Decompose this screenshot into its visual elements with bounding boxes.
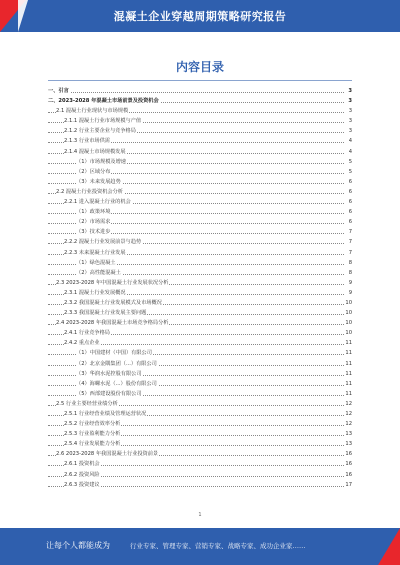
toc-entry-label: （2）北京金隅集团（...）有限公司 [76,360,157,367]
toc-entry-page: 5 [348,167,352,177]
footer-red-accent [378,528,400,565]
toc-entry-page: 3 [347,86,352,96]
toc-entry[interactable] [48,429,352,439]
toc-entry-page: 11 [344,379,352,389]
toc-entry[interactable] [48,126,352,136]
toc-entry-label: 2.5.4 行业发展能力分析 [64,441,121,448]
footer-tagline: 行业专家、管理专家、营销专家、战略专家、成功企业家…… [130,542,306,550]
toc-entry-label: 2.1.3 行业市场供需 [64,138,110,145]
toc-entry[interactable] [48,389,352,399]
toc-entry-label: 2.1.4 混凝土市场规模发展 [64,148,126,155]
toc-entry-label: （3）技术进步 [76,229,111,236]
toc-entry-label: （1）市场规模及增速 [76,158,126,165]
toc-entry-page: 6 [348,217,352,227]
toc-entry[interactable] [48,207,352,217]
toc-entry[interactable] [48,217,352,227]
toc-entry-page: 5 [348,157,352,167]
toc-entry[interactable] [48,480,352,490]
toc-entry-label: 2.5 行业主要经营业绩分析 [56,400,118,407]
toc-entry[interactable] [48,227,352,237]
toc-entry[interactable] [48,298,352,308]
toc-entry-page: 11 [344,338,352,348]
toc-entry-label: （3）未来发展趋势 [76,178,121,185]
toc-entry-page: 12 [344,399,352,409]
toc-entry-label: 2.5.2 行业经营效率分析 [64,421,121,428]
toc-entry[interactable] [48,288,352,298]
toc-entry[interactable] [48,409,352,419]
toc-entry-label: （1）绿色混凝土 [76,259,116,266]
toc-entry-label: （1）政策环境 [76,209,111,216]
toc-entry-page: 10 [344,328,352,338]
toc-entry[interactable] [48,369,352,379]
toc-entry-label: （2）市场需求 [76,219,111,226]
toc-entry-page: 3 [347,96,352,106]
toc-entry-page: 10 [344,318,352,328]
toc-entry-label: 2.4.2 重点企业 [64,340,100,347]
toc-entry-page: 4 [348,136,352,146]
toc-entry-page: 3 [348,116,352,126]
toc-entry-label: 2.6.3 投资建议 [64,481,100,488]
toc-entry-page: 9 [348,288,352,298]
toc-entry-label: （5）西部建设股份有限公司 [76,390,142,397]
toc-entry-label: 一、引言 [48,88,69,94]
toc-entry-page: 3 [348,126,352,136]
toc-entry-page: 7 [348,237,352,247]
toc-entry-page: 4 [348,147,352,157]
toc-entry[interactable] [48,348,352,358]
toc-entry[interactable] [48,278,352,288]
toc-entry-page: 13 [344,439,352,449]
toc-entry-page: 11 [344,348,352,358]
toc-entry-page: 6 [348,197,352,207]
toc-entry-page: 10 [344,308,352,318]
toc-entry-page: 9 [348,278,352,288]
toc-entry-page: 16 [344,449,352,459]
toc-entry[interactable] [48,439,352,449]
toc-entry-page: 12 [344,419,352,429]
toc-entry-page: 6 [348,177,352,187]
toc-entry-label: 2.3.3 我国混凝土行业发展主要问题 [64,310,147,317]
toc-entry-page: 10 [344,298,352,308]
toc-entry[interactable] [48,359,352,369]
toc-divider [48,80,352,81]
toc-entry[interactable] [48,197,352,207]
toc-entry[interactable] [48,419,352,429]
toc-entry-label: 2.4.1 行业竞争格局 [64,330,110,337]
toc-entry-page: 11 [344,359,352,369]
toc-leader-dots [48,92,344,93]
report-title: 混凝土企业穿越周期策略研究报告 [113,10,287,23]
toc-entry[interactable] [48,136,352,146]
toc-entry[interactable] [48,177,352,187]
toc-entry[interactable] [48,157,352,167]
toc-entry[interactable] [48,470,352,480]
toc-entry-page: 13 [344,429,352,439]
toc-entry-label: 2.4 2023-2028 年我国混凝土市场竞争格局分析 [56,320,169,327]
toc-entry[interactable] [48,86,352,96]
toc-entry-label: 2.3 2023-2028 年中国混凝土行业发展状况分析 [56,279,169,286]
toc-entry[interactable] [48,258,352,268]
toc-entry-page: 7 [348,248,352,258]
toc-entry[interactable] [48,449,352,459]
footer-slogan: 让每个人都能成为 [46,541,110,550]
toc-entry-label: 2.3.2 我国混凝土行业发展模式及市场概况 [64,299,162,306]
toc-entry-page: 8 [348,268,352,278]
toc-entry-label: 2.3.1 混凝土行业发展概况 [64,289,126,296]
toc-entry-label: 2.2.3 未来混凝土行业发展 [64,249,126,256]
toc-entry-page: 11 [344,369,352,379]
toc-entry-label: 2.6.2 投资风险 [64,471,100,478]
toc-entry-label: 二、2023-2028 年混凝土市场前景及投资机会 [48,98,159,105]
toc-entry-page: 16 [344,470,352,480]
toc-entry[interactable] [48,268,352,278]
toc-entry-label: （4）海螺水泥（...）股份有限公司 [76,380,157,387]
toc-entry-label: 2.2.2 混凝土行业发展前景与趋势 [64,239,142,246]
page-number: 1 [198,512,202,518]
toc-entry-label: 2.1.2 行业主要企业与竞争格局 [64,128,136,135]
toc-entry-label: 2.5.3 行业盈利能力分析 [64,431,121,438]
toc-entry[interactable] [48,167,352,177]
toc-entry[interactable] [48,106,352,116]
toc-entry-label: （3）华润水泥控股有限公司 [76,370,142,377]
toc-entry-page: 6 [348,187,352,197]
toc-entry[interactable] [48,248,352,258]
toc-entry[interactable] [48,328,352,338]
toc-entry-label: （2）区域分布 [76,168,111,175]
toc-entry-label: 2.6 2023-2028 年我国混凝土行业投资前景 [56,451,159,458]
toc-entry[interactable] [48,318,352,328]
toc-entry-page: 6 [348,207,352,217]
toc-entry-label: （2）高性能混凝土 [76,269,121,276]
toc-entry-page: 12 [344,409,352,419]
toc-entry-page: 7 [348,227,352,237]
toc-entry[interactable] [48,147,352,157]
toc-entry[interactable] [48,96,352,106]
toc-entry[interactable] [48,459,352,469]
toc-entry[interactable] [48,399,352,409]
toc-entry-label: 2.2 混凝土行业投资机会分析 [56,188,123,195]
toc-entry-label: 2.6.1 投资机会 [64,461,100,468]
toc-entry-page: 11 [344,389,352,399]
toc-entry-label: （1）中国建材（中国）有限公司 [76,350,152,357]
toc-entry-page: 17 [344,480,352,490]
toc-entry[interactable] [48,116,352,126]
toc-entry-page: 16 [344,459,352,469]
toc-entry-label: 2.5.1 行业经营业绩及管理运营状况 [64,411,147,417]
toc-entry-label: 2.1.1 混凝土行业市场规模与产值 [64,118,142,125]
toc-entry[interactable] [48,338,352,348]
toc-entry[interactable] [48,187,352,197]
toc-entry[interactable] [48,379,352,389]
toc-entry-label: 2.2.1 进入混凝土行业的机会 [64,199,131,206]
toc-entry[interactable] [48,308,352,318]
toc-entry-page: 8 [348,258,352,268]
toc-entry[interactable] [48,237,352,247]
toc-entry-page: 3 [348,106,352,116]
toc-entry-label: 2.1 混凝土行业现状与市场规模 [56,108,129,115]
toc-heading: 内容目录 [175,60,224,74]
table-of-contents [48,86,352,490]
